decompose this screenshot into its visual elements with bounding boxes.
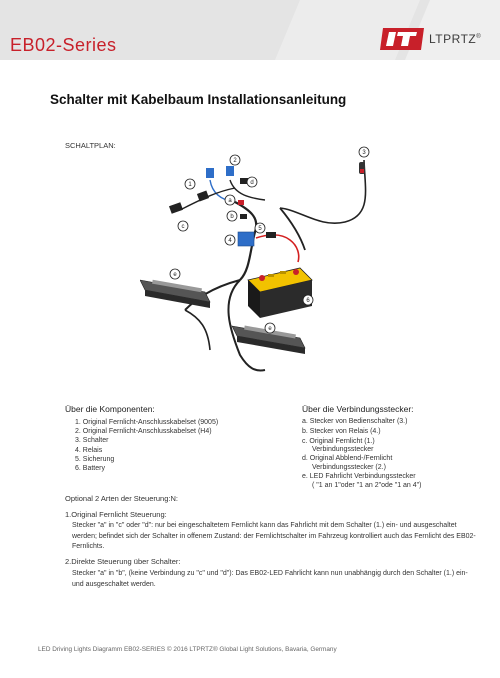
list-item: 1. Original Fernlicht-Anschlusskabelset (9005) (75, 419, 219, 426)
svg-text:d: d (250, 180, 254, 186)
plug-b-icon (240, 214, 247, 219)
svg-text:3: 3 (362, 150, 366, 156)
fuse-wire (256, 235, 299, 262)
logo-mark-icon (380, 28, 424, 50)
label-marker-1 (185, 179, 195, 189)
control-heading: Optional 2 Arten der Steuerung:N: (65, 494, 178, 503)
switch-icon (359, 162, 365, 174)
svg-text:b: b (230, 214, 234, 220)
svg-text:1: 1 (188, 182, 192, 188)
fuse-icon (266, 232, 276, 238)
svg-text:2: 2 (233, 158, 237, 164)
svg-text:e: e (268, 326, 272, 332)
svg-text:4: 4 (228, 238, 232, 244)
list-item: 3. Schalter (75, 437, 109, 445)
series-title: EB02-Series (10, 35, 117, 55)
section2-body: Stecker "a" in "b", (keine Verbindung zu "c" und "d"): Das EB02-LED Fahrlicht kann nun unabhängig durch den Schalter (1.) ein- und ausgeschaltet werden. (72, 570, 468, 588)
svg-text:e: e (173, 272, 177, 278)
components-list (75, 418, 218, 473)
section1-heading: 1.Original Fernlicht Steuerung: (65, 510, 167, 519)
list-item: a. Stecker von Bedienschalter (3.) (302, 418, 408, 425)
list-item: d. Original Abblend-/Fernlicht Verbindungsstecker (2.) (302, 455, 393, 472)
label-marker-e-right (265, 323, 275, 333)
light-bar-left-icon (140, 280, 210, 308)
footer-text: LED Driving Lights Diagramm EB02-SERIES © 2016 LTPRTZ® Global Light Solutions, Bavaria, Germany (38, 646, 337, 653)
wiring-diagram (140, 140, 380, 380)
list-item: 4. Relais (75, 446, 103, 454)
svg-text:a: a (228, 198, 232, 204)
label-marker-c (178, 221, 188, 231)
list-item: b. Stecker von Relais (4.) (302, 427, 381, 435)
connectors-list (302, 418, 472, 491)
connectors-heading: Über die Verbindungsstecker: (302, 404, 414, 414)
logo-text: LTPRTZ® (429, 32, 482, 46)
label-marker-6 (303, 295, 313, 305)
list-item: 2. Original Fernlicht-Anschlusskabelset (H4) (75, 428, 212, 436)
svg-text:5: 5 (258, 226, 262, 232)
section2-heading: 2.Direkte Steuerung über Schalter: (65, 557, 181, 566)
label-marker-e-left (170, 269, 180, 279)
label-marker-d (247, 177, 257, 187)
label-marker-3 (359, 147, 369, 157)
switch-cable (280, 160, 366, 223)
section1-body: Stecker "a" in "c" oder "d": nur bei eingeschaltetem Fernlicht kann das Fahrlicht mit dem Schalter (1.) ein- und ausgeschaltet werden; befindet sich der Schalter in offenem Zustand: der Fernlichtschalter im Fahrzeug kontrolliert auch das Fernlicht des EB02-Fernlichts. (72, 522, 476, 550)
svg-text:6: 6 (306, 298, 310, 304)
label-marker-b (227, 211, 237, 221)
relay-icon (238, 232, 254, 246)
label-marker-a (225, 195, 235, 205)
schaltplan-label: SCHALTPLAN: (65, 141, 116, 150)
components-heading: Über die Komponenten: (65, 404, 155, 414)
list-item: 6. Battery (75, 465, 105, 473)
battery-icon (248, 268, 312, 318)
label-marker-4 (225, 235, 235, 245)
9005-connector-icon (169, 191, 209, 214)
plug-a-icon (238, 200, 244, 205)
page-title: Schalter mit Kabelbaum Installationsanleitung (50, 92, 347, 107)
list-item: 5. Sicherung (75, 455, 115, 463)
label-marker-5 (255, 223, 265, 233)
svg-text:c: c (181, 224, 185, 230)
list-item: c. Original Fernlicht (1.) Verbindungsstecker (302, 437, 375, 454)
list-item: e. LED Fahrlicht Verbindungsstecker ( "1 an 1"oder "1 an 2"ode "1 an 4") (302, 473, 422, 489)
label-marker-2 (230, 155, 240, 165)
brand-logo (380, 28, 481, 50)
h4-connector-icon (206, 166, 248, 184)
